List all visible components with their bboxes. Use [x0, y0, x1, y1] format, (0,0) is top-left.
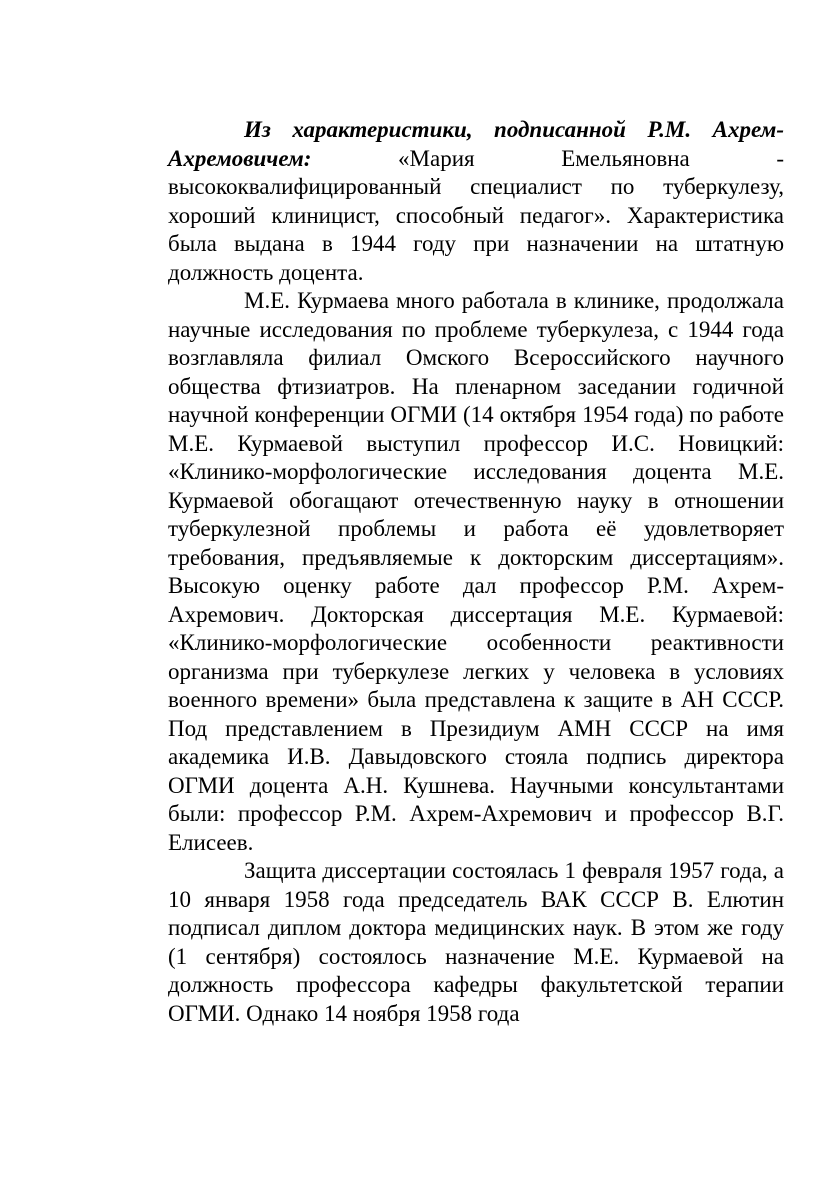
paragraph-text: Защита диссертации состоялась 1 февраля 1957 года, а 10 января 1958 года председатель ВАК СССР В. Елютин подписал диплом доктора медицинских наук. В этом же году (1 сентября) состоялось назначение М.Е. Курмаевой на должность профессора кафедры факультетской терапии ОГМИ. Однако 14 ноября 1958 года — [168, 858, 784, 1026]
paragraph-defense — [168, 857, 784, 1028]
paragraph-text: «Мария Емельяновна - высококвалифицированный специалист по туберкулезу, хороший клиницист, способный педагог». Характеристика была выдана в 1944 году при назначении на штатную должность доцента. — [168, 145, 784, 285]
paragraph-research — [168, 287, 784, 857]
body-text — [168, 116, 784, 1028]
paragraph-lead: Из характеристики, подписанной Р.М. Ахрем-Ахремовичем: — [168, 117, 784, 171]
paragraph-characteristic — [168, 116, 784, 287]
paragraph-text: М.Е. Курмаева много работала в клинике, продолжала научные исследования по проблеме туберкулеза, с 1944 года возглавляла филиал Омского Всероссийского научного общества фтизиатров. На пленарном заседании годичной научной конференции ОГМИ (14 октября 1954 года) по работе М.Е. Курмаевой выступил профессор И.С. Новицкий: «Клинико-морфологические исследования доцента М.Е. Курмаевой обогащают отечественную науку в отношении туберкулезной проблемы и работа её удовлетворяет требования, предъявляемые к докторским диссертациям». Высокую оценку работе дал профессор Р.М. Ахрем-Ахремович. Докторская диссертация М.Е. Курмаевой: «Клинико-морфологические особенности реактивности организма при туберкулезе легких у человека в условиях военного времени» была представлена к защите в АН СССР. Под представлением в Президиум АМН СССР на имя академика И.В. Давыдовского стояла подпись директора ОГМИ доцента А.Н. Кушнева. Научными консультантами были: профессор Р.М. Ахрем-Ахремович и профессор В.Г. Елисеев. — [168, 288, 784, 855]
